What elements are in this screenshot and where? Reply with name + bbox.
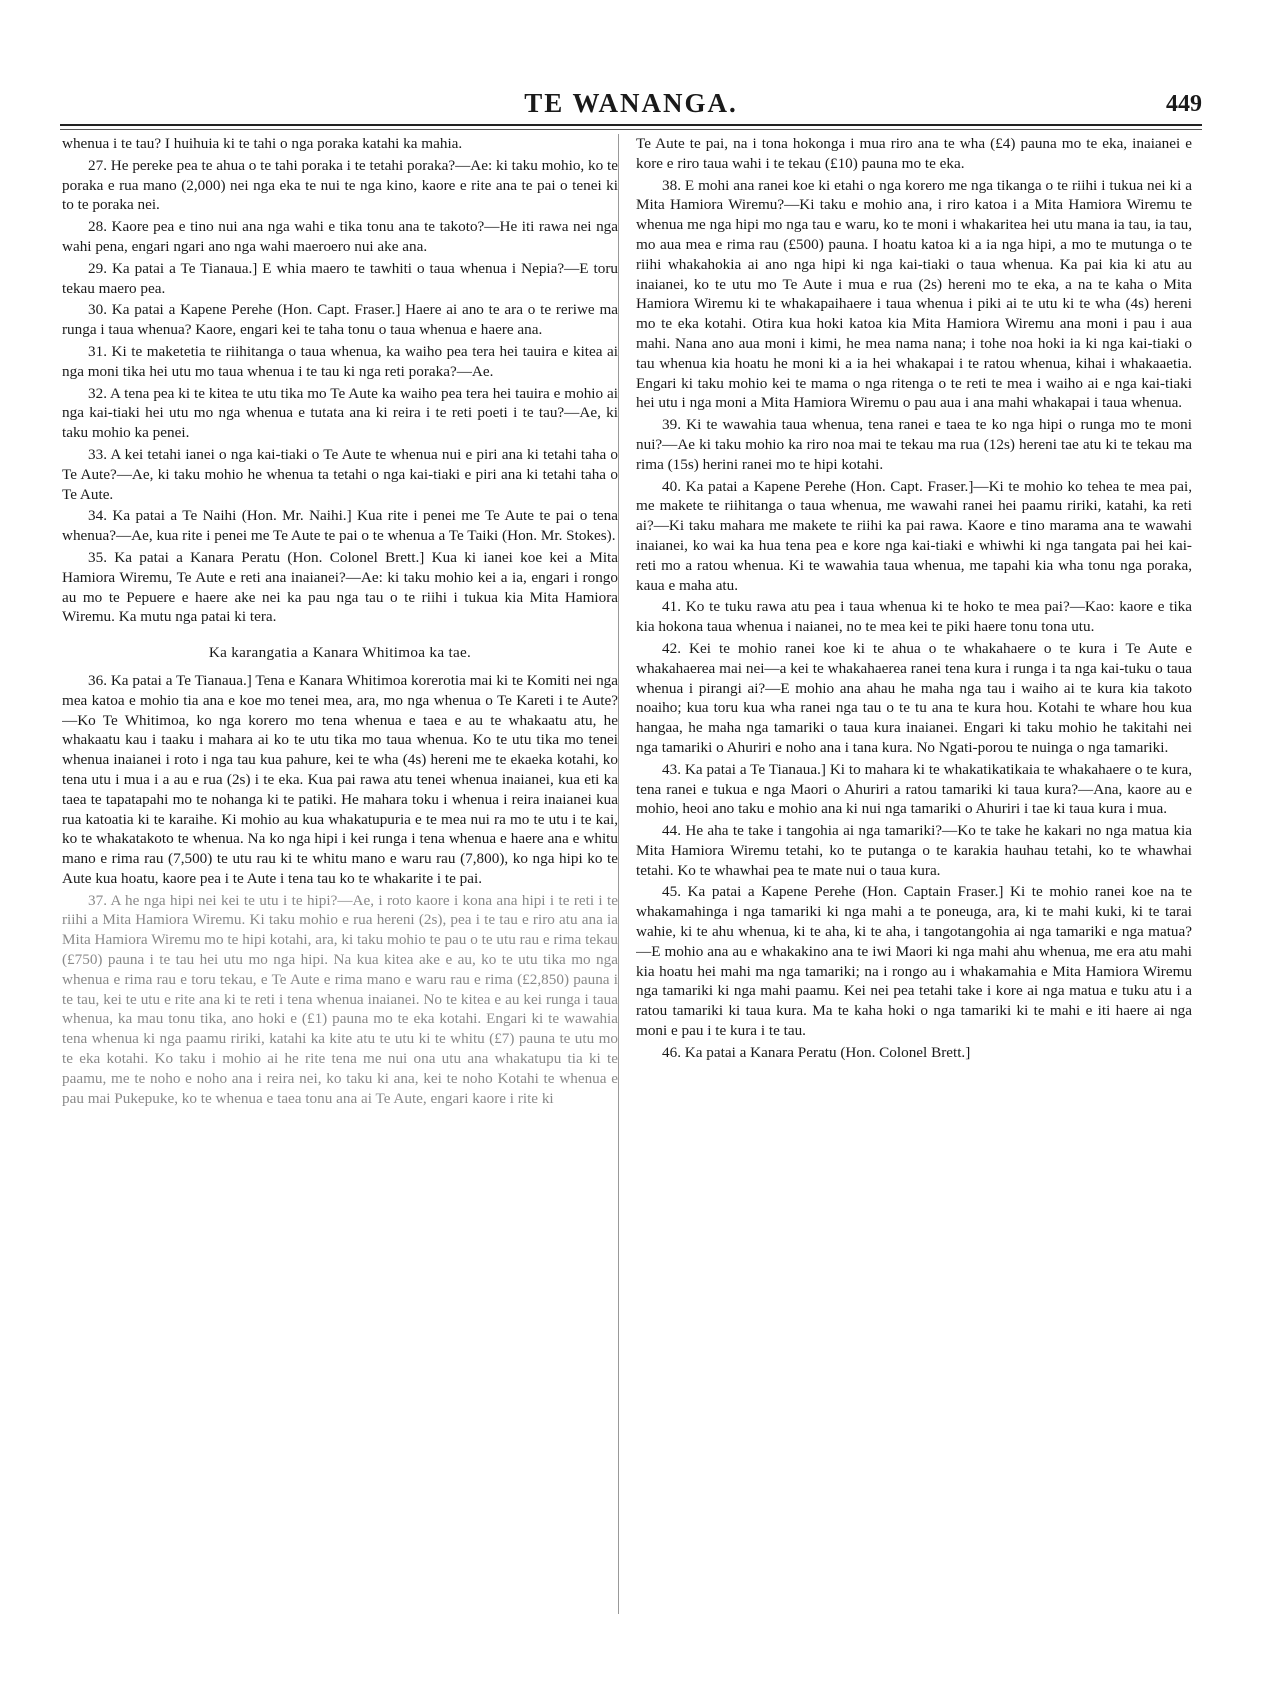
paragraph: 35. Ka patai a Kanara Peratu (Hon. Colonel Brett.] Kua ki ianei koe kei a Mita Hamiora Wiremu, Te Aute e reti ana inaianei?—Ae: ki taku mohio kei a ia, engari i rongo au mo te Pepuere e haere ake nei ka pau nga tau o te riihi i tukua kia Mita Hamiora Wiremu. Ka mutu nga patai ki tera. xyxy=(62,548,618,626)
section-heading: Ka karangatia a Kanara Whitimoa ka tae. xyxy=(208,644,472,662)
newspaper-title: TE WANANGA. xyxy=(524,88,738,118)
paragraph: 32. A tena pea ki te kitea te utu tika mo Te Aute ka waiho pea tera hei tauira e mohio ai nga kai-tiaki hei utu mo nga whenua e tutata ana ki reira i te reti poeti i te tau?—Ae, ki taku mohio ka penei. xyxy=(62,384,618,442)
paragraph: 38. E mohi ana ranei koe ki etahi o nga korero me nga tikanga o te riihi i tukua nei ki a Mita Hamiora Wiremu?—Ki taku e mohio ana, i riro katoa i a Mita Hamiora Wiremu te whenua me nga hipi mo nga tau e waru, ko te moni i whakaritea hei utu mana ia tau, ia tau, mo aua mea e rima rau (£500) pauna. I hoatu katoa ki a ia nga hipi, a mo te mutunga o te riihi whakahokia ai ano nga hipi ki nga kai-tiaki o taua whenua. Ka pai kia ki atu au inaianei, ko te utu mo Te Aute i mua e rua (2s) hereni mo te eka, a na te kaha o Mita Hamiora Wiremu ki te whakapaihaere i taua whenua i piki ai te utu ki te wha (4s) hereni mo te eka kotahi. Otira kua hoki katoa kia Mita Hamiora Wiremu ana moni i pau i aua mahi. Nana ano aua moni i kimi, he mea nama nana; i tohe noa hoki ia ki nga kai-tiaki o tau whenua kia hoatu he moni ki a ia hei whakapai i te ratou whenua, kihai i whakaaetia. Engari ki taku mohio kei te mama o nga ritenga o te reti te mea i waiho ai e nga kai-tiaki hei utu i nga moni a Mita Hamiora Wiremu o pau aua i ana mahi whakapai i taua whenua. xyxy=(636,176,1192,412)
page-number: 449 xyxy=(1166,91,1202,117)
paragraph: 27. He pereke pea te ahua o te tahi poraka i te tetahi poraka?—Ae: ki taku mohio, ko te poraka e rua mano (2,000) nei nga eka te nui te nga kino, kaore e rite ana te pai o tenei ki to te poraka nei. xyxy=(62,156,618,214)
column-divider xyxy=(618,134,619,1614)
paragraph: Te Aute te pai, na i tona hokonga i mua riro ana te wha (£4) pauna mo te eka, inaianei e kore e riro taua wahi i te tekau (£10) pauna mo te eka. xyxy=(636,135,1192,172)
left-column xyxy=(62,134,618,1624)
paragraph: 30. Ka patai a Kapene Perehe (Hon. Capt. Fraser.] Haere ai ano te ara o te reriwe ma runga i taua whenua? Kaore, engari kei te taha tonu o taua whenua e haere ana. xyxy=(62,301,618,339)
paragraph: 45. Ka patai a Kapene Perehe (Hon. Captain Fraser.] Ki te mohio ranei koe na te whakamahinga i nga tamariki ki nga mahi a te poneuga, ara, ki te mahi kuki, ki te tarai wahie, ki te ahu whenua, ki te aha, ki te aha, i tangotangohia ai nga tamariki e nga matua?—E mohio ana au e whakakino ana te iwi Maori ki nga mahi ahu whenua, me era atu mahi kia hoatu hei mahi ma nga tamariki; na i rongo au i whakamahia e Mita Hamiora Wiremu nga tamariki ki nga mahi paamu. Kei nei pea tetahi take i kore ai nga matua e tuku atu i a ratou tamariki ki taua kura. Ma te kaha hoki o nga tamariki ki te mahi e iti haere ai nga moni e pau i te kura i te tau. xyxy=(636,883,1192,1040)
paragraph: 36. Ka patai a Te Tianaua.] Tena e Kanara Whitimoa korerotia mai ki te Komiti nei nga mea katoa e mohio tia ana e koe mo tenei mea, ara, mo nga whenua o Te Kareti i te Aute?—Ko Te Whitimoa, ko nga korero mo tena whenua e taea e au te whakaatu atu, he whakaatu kau i taaku i mahara ai ko te utu tika mo taua whenua. Ko te utu tika mo tenei whenua inaianei i roto i nga tau kua pahure, kei te wha (4s) hereni me te ekaeka kotahi, ko tena utu i mua i a au e rua (2s) i te eka. Kua pai rawa atu tenei whenua inaianei, kua eti ka taea te tapatapahi mo te nohanga ki te patiki. He mahara toku i whenua i reira inaianei kua rua katoatia ki te karaihe. Ki mohio au kua whakatupuria e te mea nui ra mo te utu i te kai, ko te whakatakoto te whenua. Na ko nga hipi i kei runga i tena whenua e haere ana e whitu mano e rima rau (7,500) te utu rau ki te whitu mano e waru rau (7,800), ko nga hipi ko te Aute kua hoatu, kaore pea i te Aute i tena tau ko te whakarite i te pai. xyxy=(62,671,618,887)
paragraph: 28. Kaore pea e tino nui ana nga wahi e tika tonu ana te takoto?—He iti rawa nei nga wahi pena, engari ngari ano nga wahi maeroero nui ake ana. xyxy=(62,218,618,255)
paragraph: whenua i te tau? I huihuia ki te tahi o nga poraka katahi ka mahia. xyxy=(62,135,463,152)
paragraph: 39. Ki te wawahia taua whenua, tena ranei e taea te ko nga hipi o runga mo te moni nui?—Ae ki taku mohio ka riro noa mai te tekau ma rua (12s) hereni tae atu ki te tekau ma rima (15s) herini ranei mo te hipi kotahi. xyxy=(636,416,1192,473)
paragraph: 44. He aha te take i tangohia ai nga tamariki?—Ko te take he kakari no nga matua kia Mita Hamiora Wiremu tetahi, ko te putanga o te karakia hauhau tetahi, ko te whawhai tetahi. Ko te whawhai pea te mate nui o taua kura. xyxy=(636,822,1192,879)
header-rule-thin xyxy=(60,129,1202,130)
paragraph: 37. A he nga hipi nei kei te utu i te hipi?—Ae, i roto kaore i kona ana hipi i te reti i te riihi a Mita Hamiora Wiremu. Ki taku mohio e rua hereni (2s), pea i te tau e riro atu ana ia Mita Hamiora Wiremu mo te hipi kotahi, ara, ki taku mohio te pau o te utu rau e rima tekau (£750) pauna i te tau hei utu mo nga hipi. Na kua kitea ake e au, ko te utu tika mo nga whenua e rima rau e toru tekau, e Te Aute e rima mano e waru rau e rima (£2,850) pauna i te tau, kei te utu e rite ana ki te reti i tena whenua inaianei. No te kitea e au kei runga i taua whenua, ka mau tonu tika, ano hoki e (£1) pauna mo te eka kotahi. Engari ki te wawahia tena whenua ki nga paamu ririki, katahi ka kite atu te utu ki te whitu (£7) pauna te utu mo te eka kotahi. Ko taku i mohio ai he rite tena me nui ona utu ana whakatupu tia ki te paamu, me te noho e noho ana i reira nei, ko taku ki ana, kei te noho Kotahi te whenua e pau mai Pukepuke, ko te whenua e taea tonu ana ai Te Aute, engari kaore i rite ki xyxy=(62,891,618,1107)
paragraph: 42. Kei te mohio ranei koe ki te ahua o te whakahaere o te kura i Te Aute e whakahaerea mai nei—a kei te whakahaerea ranei tena kura i runga i ta nga kai-tuku o taua whenua i pirangi ai?—E mohio ana ahau he maha nga tau i waiho ai te kura kia takoto noaiho; kua toru kua wha ranei nga tau o te tu ana te kura hou. Kotahi te whare hou kua hangaa, he maha nga tamariki o taua kura inaianei. Engari ki taku mohio he takitahi nei nga tamariki o Ahuriri e noho ana i tana kura. No Ngati-porou te nuinga o nga tamariki. xyxy=(636,639,1192,756)
paragraph: 34. Ka patai a Te Naihi (Hon. Mr. Naihi.] Kua rite i penei me Te Aute te pai o tena whenua?—Ae, kua rite i penei me Te Aute te pai o te whenua a Te Taiki (Hon. Mr. Stokes). xyxy=(62,507,618,545)
paragraph: 29. Ka patai a Te Tianaua.] E whia maero te tawhiti o taua whenua i Nepia?—E toru tekau maero pea. xyxy=(62,259,618,297)
paragraph: 33. A kei tetahi ianei o nga kai-tiaki o Te Aute te whenua nui e piri ana ki tetahi taha o Te Aute?—Ae, ki taku mohio he whenua ta tetahi o nga kai-tiaki e piri ana ki tetahi taha o Te Aute. xyxy=(62,445,618,503)
paragraph: 31. Ki te maketetia te riihitanga o taua whenua, ka waiho pea tera hei tauira e kitea ai nga moni tika hei utu mo taua whenua i te tau ki nga reti poraka?—Ae. xyxy=(62,342,618,380)
header-rule xyxy=(60,124,1202,126)
right-column xyxy=(636,134,1192,1624)
paragraph: 40. Ka patai a Kapene Perehe (Hon. Capt. Fraser.]—Ki te mohio ko tehea te mea pai, me makete te riihitanga o taua whenua, me wawahi ranei hei paamu ririki, katahi, ka reti ai?—Ki taku mahara me makete te riihi ka pai rawa. Kaore e tino marama ana te wawahi inaianei, ko wai ka hua tena pea e kore nga kai-tiaki e whiwhi ki nga tangata pai hei kai-reti mo a ratou whenua. Ki te wawahia taua whenua, me tapahi kia wha tonu nga poraka, kaua e maha atu. xyxy=(636,477,1192,594)
paragraph: 41. Ko te tuku rawa atu pea i taua whenua ki te hoko te mea pai?—Kao: kaore e tika kia hokona taua whenua i naianei, no te mea kei te piki haere tonu tona utu. xyxy=(636,598,1192,636)
paragraph: 43. Ka patai a Te Tianaua.] Ki to mahara ki te whakatikatikaia te whakahaere o te kura, tena ranei e tukua e nga Maori o Ahuriri a ratou tamariki ki taua kura?—Ana, kaore au e mohio, heoi ano taku e mohio ana ki nui nga tamariki o Ahuriri i tae ki taua kura i mua. xyxy=(636,760,1192,818)
paragraph: 46. Ka patai a Kanara Peratu (Hon. Colonel Brett.] xyxy=(662,1043,971,1061)
